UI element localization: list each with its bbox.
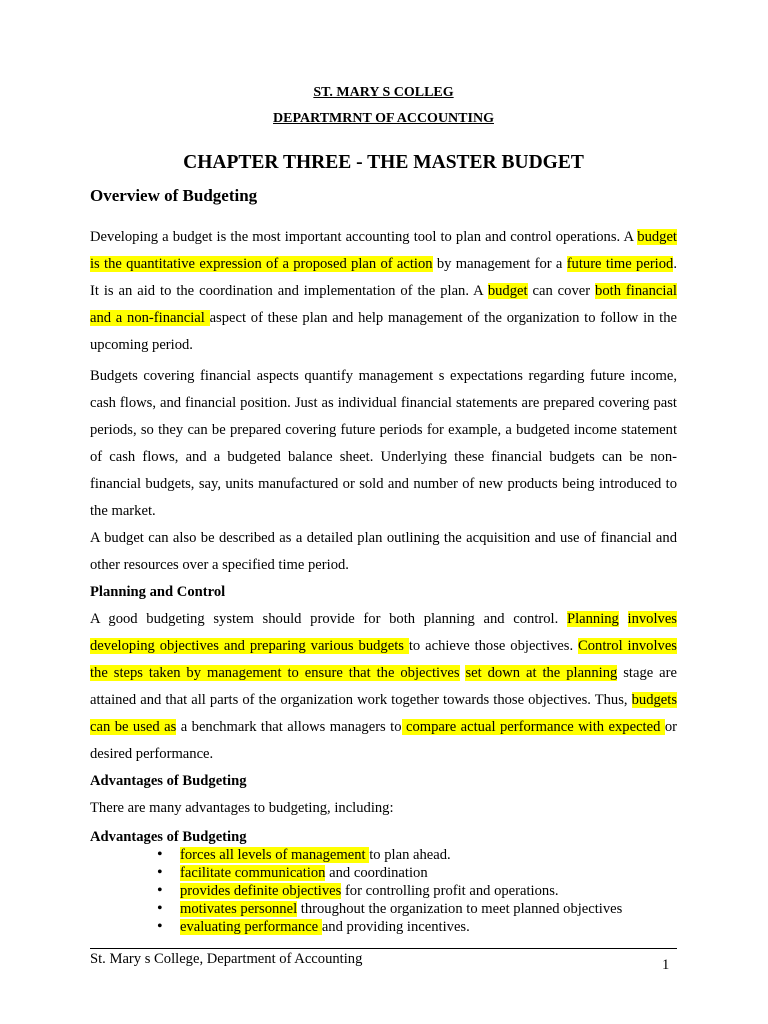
- highlighted-text: evaluating performance: [180, 919, 322, 935]
- list-item: [157, 918, 677, 936]
- text-run: aspect of these plan and help management of the organization to follow in the upcoming period.: [90, 310, 677, 353]
- text-run: Developing a budget is the most important accounting tool to plan and control operations. A: [90, 229, 638, 245]
- text-run: throughout the organization to meet planned objectives: [297, 901, 623, 917]
- text-run: A good budgeting system should provide for both planning and control.: [90, 611, 567, 627]
- text-run: to plan ahead.: [369, 847, 451, 863]
- highlighted-text: involves developing objectives and preparing various budgets: [90, 611, 677, 654]
- highlighted-text: budgets can be used as: [90, 692, 677, 735]
- highlighted-text: future time period: [566, 256, 674, 272]
- list-item: [157, 864, 677, 882]
- text-run: for controlling profit and operations.: [341, 883, 559, 899]
- page-number: 1: [662, 957, 670, 973]
- list-item: [157, 882, 677, 900]
- advantages-intro: There are many advantages to budgeting, including:: [90, 800, 394, 816]
- footer-divider: [90, 948, 677, 949]
- highlighted-text: budget: [487, 283, 528, 299]
- highlighted-text: budget is the quantitative expression of a proposed plan of action: [90, 229, 677, 272]
- text-run: can cover: [527, 283, 596, 299]
- paragraph-budget-definition: [90, 224, 677, 359]
- list-item: [157, 846, 677, 864]
- paragraph-budget-description: A budget can also be described as a detailed plan outlining the acquisition and use of financial and other resources over a specified time period.: [90, 530, 677, 573]
- footer-text: St. Mary s College, Department of Accounting: [90, 951, 363, 967]
- text-run: by management for a: [432, 256, 567, 272]
- paragraph-planning-control: [90, 606, 677, 768]
- highlighted-text: Control involves the steps taken by management to ensure that the objectives: [90, 638, 677, 681]
- college-name: ST. MARY S COLLEG: [313, 85, 454, 100]
- advantages-subheading: Advantages of Budgeting: [90, 829, 247, 845]
- advantages-list: [90, 846, 677, 936]
- highlighted-text: motivates personnel: [180, 901, 298, 917]
- text-run: to achieve those objectives.: [408, 638, 579, 654]
- text-run: or desired performance.: [90, 719, 677, 762]
- highlighted-text: compare actual performance with expected: [401, 719, 665, 735]
- text-run: and providing incentives.: [321, 919, 470, 935]
- highlighted-text: both financial and a non-financial: [90, 283, 677, 326]
- text-run: . It is an aid to the coordination and implementation of the plan. A: [90, 256, 677, 299]
- highlighted-text: set down at the planning: [465, 665, 618, 681]
- advantages-heading: Advantages of Budgeting: [90, 773, 247, 789]
- text-run: [619, 611, 628, 627]
- paragraph-financial-budgets: Budgets covering financial aspects quantify management s expectations regarding future income, cash flows, and financial position. Just as individual financial statements are prepared covering past periods, so they can be prepared covering future periods for example, a budgeted income statement of cash flows, and a budgeted balance sheet. Underlying these financial budgets can be non-financial budgets, say, units manufactured or sold and number of new products being introduced to the market.: [90, 368, 677, 519]
- highlighted-text: provides definite objectives: [180, 883, 342, 899]
- overview-heading: Overview of Budgeting: [90, 186, 258, 205]
- highlighted-text: Planning: [566, 611, 619, 627]
- highlighted-text: facilitate communication: [180, 865, 326, 881]
- planning-control-heading: Planning and Control: [90, 584, 226, 600]
- text-run: stage are attained and that all parts of the organization work together towards those objectives. Thus,: [90, 665, 677, 708]
- chapter-title: CHAPTER THREE - THE MASTER BUDGET: [183, 152, 584, 173]
- department-name: DEPARTMRNT OF ACCOUNTING: [273, 111, 494, 126]
- text-run: a benchmark that allows managers to: [176, 719, 402, 735]
- page-content: [90, 84, 677, 936]
- highlighted-text: forces all levels of management: [180, 847, 370, 863]
- text-run: and coordination: [325, 865, 428, 881]
- list-item: [157, 900, 677, 918]
